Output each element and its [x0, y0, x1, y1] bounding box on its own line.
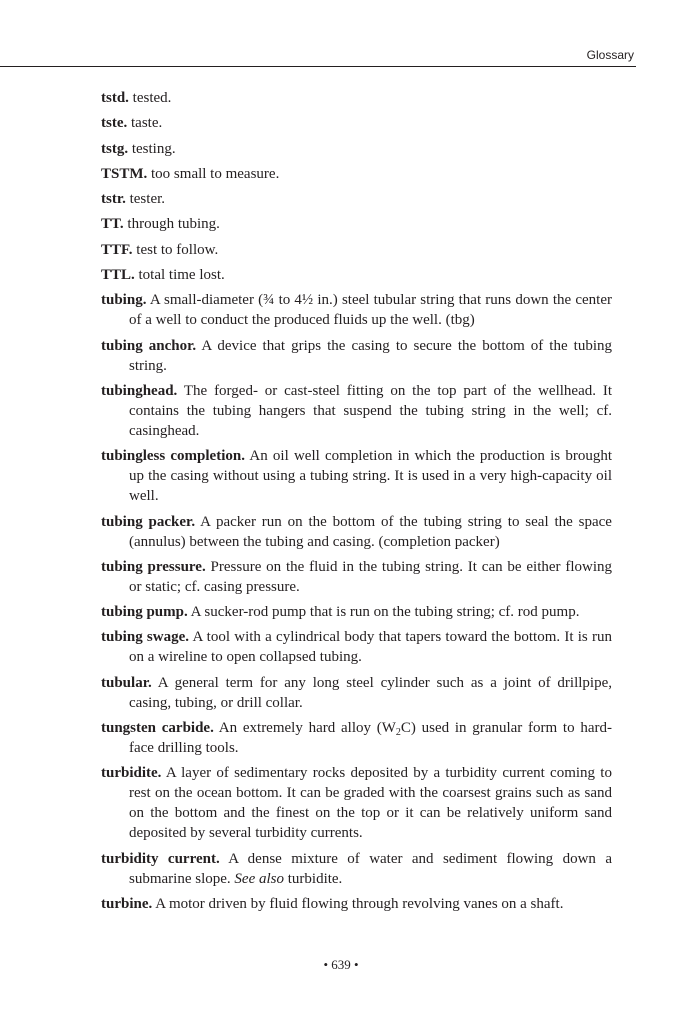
page-number: • 639 • [323, 957, 359, 972]
entry-term: turbidity current. [101, 850, 220, 867]
entry-definition: A motor driven by fluid flowing through revolving vanes on a shaft. [155, 895, 564, 912]
entry-see-also-label: See also [234, 870, 284, 887]
entry-definition: An oil well completion in which the production is brought up the casing without using a tubing string. It is used in a very high-capacity oil well. [129, 448, 612, 505]
glossary-entry [101, 602, 612, 622]
glossary-entry [101, 113, 612, 133]
entry-term: tubing pump. [101, 604, 188, 621]
entry-term: tstd. [101, 90, 129, 106]
glossary-entry [101, 557, 612, 597]
glossary-entry [101, 718, 612, 758]
entry-term: turbidite. [101, 765, 162, 782]
glossary-entry [101, 265, 612, 285]
entry-definition: A layer of sedimentary rocks deposited by a turbidity current coming to rest on the ocean bottom. It can be graded with the coarsest grains such as sand on the bottom and the finest on the top or it can be relatively uniform sand deposited by several turbidity currents. [129, 765, 612, 842]
entry-definition: total time lost. [138, 267, 225, 284]
entry-definition: A packer run on the bottom of the tubing string to seal the space (annulus) between the tubing and casing. (completion packer) [129, 513, 612, 550]
entry-definition-subscript: 2 [395, 727, 401, 739]
entry-definition: A general term for any long steel cylinder such as a joint of drillpipe, casing, tubing, or drill collar. [129, 674, 612, 711]
glossary-entry [101, 290, 612, 330]
entry-term: tubular. [101, 674, 152, 691]
glossary-entries [101, 88, 612, 919]
entry-term: TT. [101, 216, 124, 233]
glossary-entry [101, 189, 612, 209]
header-rule [0, 66, 636, 67]
glossary-entry [101, 512, 612, 552]
glossary-entry [101, 763, 612, 843]
entry-term: TSTM. [101, 165, 148, 182]
entry-definition: The forged- or cast-steel fitting on the top part of the wellhead. It contains the tubing hangers that suspend the tubing string in the well; cf. casinghead. [129, 382, 613, 439]
entry-term: tubing pressure. [101, 558, 206, 575]
entry-definition: test to follow. [136, 241, 219, 258]
glossary-entry [101, 849, 612, 889]
entry-definition: through tubing. [127, 216, 220, 233]
entry-definition: A tool with a cylindrical body that tapers toward the bottom. It is run on a wireline to open collapsed tubing. [129, 629, 612, 666]
entry-term: tubing packer. [101, 513, 196, 530]
entry-term: tungsten carbide. [101, 720, 214, 737]
entry-definition: A sucker-rod pump that is run on the tubing string; cf. rod pump. [190, 604, 580, 621]
entry-definition-after: C) used in granular form to hard-face drilling tools. [129, 720, 612, 757]
entry-definition: A small-diameter (¾ to 4½ in.) steel tubular string that runs down the center of a well to conduct the produced fluids up the well. (tbg) [129, 292, 612, 329]
entry-term: tstr. [101, 191, 126, 208]
entry-definition: testing. [131, 140, 176, 157]
entry-term: tubing swage. [101, 629, 190, 646]
entry-term: TTL. [101, 267, 135, 284]
glossary-entry [101, 673, 612, 713]
glossary-entry [101, 240, 612, 260]
entry-term: tubing anchor. [101, 337, 197, 354]
entry-term: turbine. [101, 895, 153, 912]
running-head: Glossary [586, 48, 634, 62]
entry-definition: A dense mixture of water and sediment flowing down a submarine slope. [129, 850, 612, 887]
entry-definition: A device that grips the casing to secure the bottom of the tubing string. [129, 337, 612, 374]
glossary-entry [101, 627, 612, 667]
entry-term: TTF. [101, 241, 133, 258]
entry-term: tubinghead. [101, 382, 178, 399]
glossary-entry [101, 381, 612, 441]
glossary-entry [101, 894, 612, 914]
entry-definition: too small to measure. [151, 165, 280, 182]
entry-definition: Pressure on the fluid in the tubing string. It can be either flowing or static; cf. casing pressure. [129, 558, 613, 595]
glossary-entry [101, 88, 612, 108]
entry-term: tstg. [101, 140, 129, 157]
entry-definition: tester. [129, 191, 166, 208]
entry-definition: taste. [131, 115, 163, 132]
glossary-entry [101, 164, 612, 184]
entry-term: tubingless completion. [101, 448, 245, 465]
glossary-entry [101, 336, 612, 376]
entry-term: tste. [101, 115, 128, 132]
glossary-entry [101, 446, 612, 506]
glossary-entry [101, 214, 612, 234]
entry-term: tubing. [101, 292, 147, 309]
glossary-entry [101, 139, 612, 159]
entry-definition: tested. [132, 90, 172, 106]
entry-definition-before: An extremely hard alloy (W [218, 720, 396, 737]
entry-see-also-target: turbidite. [287, 870, 343, 887]
